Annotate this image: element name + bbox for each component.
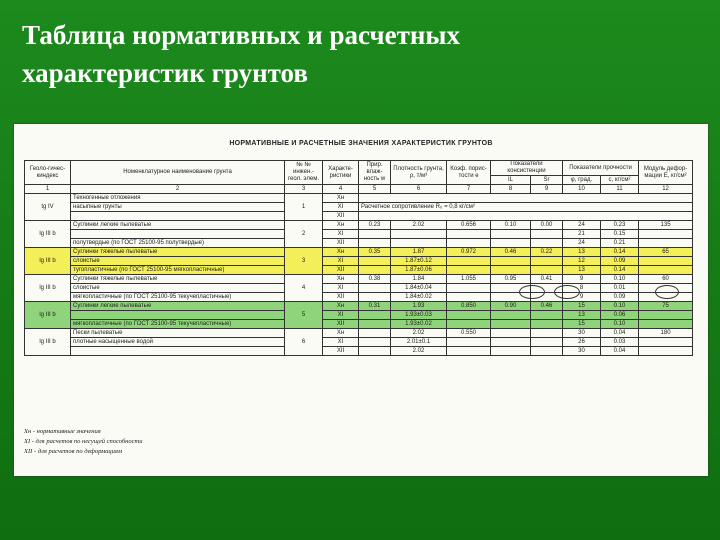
modulus-cell [639,311,693,320]
slide-title-line-1: Таблица нормативных и расчетных [22,20,461,50]
cohesion-cell: 0.10 [601,275,639,284]
porosity-cell [447,293,491,302]
nomenclature-cell: слоистые [71,284,285,293]
modulus-cell: 180 [639,329,693,338]
characteristic-cell: XI [323,203,359,212]
header-geo-index: Геоло-гичес-киндекс [25,161,71,185]
modulus-cell [639,347,693,356]
nomenclature-cell [71,230,285,239]
friction-angle-cell: 13 [563,311,601,320]
il-cell [491,338,531,347]
cohesion-cell: 0.14 [601,248,639,257]
geo-index-cell: lg III b [25,302,71,329]
characteristic-cell: XII [323,320,359,329]
empty-cell [359,212,693,221]
table-title: НОРМАТИВНЫЕ И РАСЧЕТНЫЕ ЗНАЧЕНИЯ ХАРАКТЕРИСТИК ГРУНТОВ [229,140,493,147]
characteristic-cell: Xн [323,329,359,338]
modulus-cell [639,266,693,275]
characteristic-cell: XII [323,239,359,248]
friction-angle-cell: 15 [563,302,601,311]
density-cell: 1.84±0.04 [391,284,447,293]
header-characteristic: Характе-ристики [323,161,359,185]
table-row [25,257,693,266]
porosity-cell [447,257,491,266]
cohesion-cell: 0.06 [601,311,639,320]
design-resistance-note: Расчетное сопротивление R₀ = 0,8 кг/см² [359,203,693,212]
moisture-cell: 0.31 [359,302,391,311]
moisture-cell [359,329,391,338]
il-cell [491,347,531,356]
cohesion-cell: 0.15 [601,230,639,239]
characteristic-cell: Xн [323,221,359,230]
header-il: IL [491,176,531,185]
sr-cell [531,311,563,320]
characteristic-cell: XII [323,212,359,221]
nomenclature-cell [71,311,285,320]
porosity-cell [447,338,491,347]
nomenclature-cell: Техногенные отложения [71,194,285,203]
table-row [25,320,693,329]
geo-index-cell: lg III b [25,329,71,356]
table-row [25,203,693,212]
header-c: c, кг/см² [601,176,639,185]
element-number-cell: 5 [285,302,323,329]
element-number-cell: 6 [285,329,323,356]
table-row [25,212,693,221]
friction-angle-cell: 13 [563,248,601,257]
column-number-row [25,185,693,194]
header-sr: Sr [531,176,563,185]
nomenclature-cell: насыпные грунты [71,203,285,212]
nomenclature-cell [71,347,285,356]
geo-index-cell: lg III b [25,221,71,248]
empty-cell [359,194,693,203]
porosity-cell [447,347,491,356]
characteristic-cell: XII [323,266,359,275]
handwritten-circle-sr-3 [554,285,580,299]
density-cell: 1.84 [391,275,447,284]
header-density: Плотность грунта, ρ, т/м³ [391,161,447,185]
modulus-cell [639,239,693,248]
sr-cell: 0.46 [531,302,563,311]
header-nomenclature: Номенклатурное наименование грунта [71,161,285,185]
nomenclature-cell: тугопластичные (по ГОСТ 25100-95 мягкопластичные) [71,266,285,275]
moisture-cell [359,338,391,347]
moisture-cell [359,311,391,320]
cohesion-cell: 0.09 [601,293,639,302]
sr-cell: 0.00 [531,221,563,230]
modulus-cell [639,320,693,329]
density-cell: 1.84±0.02 [391,293,447,302]
note-normative: Xн - нормативные значения [24,428,101,435]
column-number: 2 [71,185,285,194]
friction-angle-cell: 15 [563,320,601,329]
table-row [25,293,693,302]
moisture-cell [359,284,391,293]
header-row [25,161,693,176]
il-cell: 0.10 [491,221,531,230]
characteristic-cell: XI [323,284,359,293]
sr-cell: 0.22 [531,248,563,257]
sr-cell [531,239,563,248]
element-number-cell: 4 [285,275,323,302]
porosity-cell [447,320,491,329]
moisture-cell [359,230,391,239]
column-number: 11 [601,185,639,194]
moisture-cell [359,257,391,266]
il-cell [491,266,531,275]
nomenclature-cell: Суглинки легкие пылеватые [71,302,285,311]
porosity-cell: 0.972 [447,248,491,257]
sr-cell [531,338,563,347]
characteristic-cell: Xн [323,302,359,311]
header-modulus: Модуль дефор-мации E, кг/см² [639,161,693,185]
moisture-cell [359,347,391,356]
header-consistency: Показатели консистенции [491,161,563,176]
friction-angle-cell: 30 [563,347,601,356]
density-cell [391,230,447,239]
scanned-document [14,124,708,476]
porosity-cell: 0.656 [447,221,491,230]
column-number: 5 [359,185,391,194]
nomenclature-cell: Суглинки тяжелые пылеватые [71,275,285,284]
friction-angle-cell: 13 [563,266,601,275]
density-cell: 2.02 [391,329,447,338]
column-number: 12 [639,185,693,194]
header-porosity: Коэф. порис-тости e [447,161,491,185]
header-phi: φ, град. [563,176,601,185]
note-deformation: XII - для расчетов по деформациям [24,448,123,455]
cohesion-cell: 0.03 [601,338,639,347]
modulus-cell [639,257,693,266]
moisture-cell: 0.23 [359,221,391,230]
table-row [25,329,693,338]
modulus-cell: 65 [639,248,693,257]
nomenclature-cell: Суглинки легкие пылеватые [71,221,285,230]
notes [24,427,424,457]
element-number-cell: 2 [285,221,323,248]
il-cell [491,257,531,266]
characteristic-cell: XII [323,293,359,302]
sr-cell [531,347,563,356]
il-cell: 0.90 [491,302,531,311]
friction-angle-cell: 24 [563,221,601,230]
porosity-cell [447,266,491,275]
nomenclature-cell: плотные насыщенные водой [71,338,285,347]
table-row [25,221,693,230]
friction-angle-cell: 26 [563,338,601,347]
table-row [25,194,693,203]
density-cell: 1.93±0.02 [391,320,447,329]
characteristic-cell: XI [323,311,359,320]
density-cell: 1.87±0.12 [391,257,447,266]
cohesion-cell: 0.10 [601,302,639,311]
column-number: 4 [323,185,359,194]
slide-title [22,16,702,92]
cohesion-cell: 0.01 [601,284,639,293]
sr-cell [531,230,563,239]
sr-cell: 0.41 [531,275,563,284]
sr-cell [531,257,563,266]
cohesion-cell: 0.21 [601,239,639,248]
porosity-cell: 0.550 [447,329,491,338]
moisture-cell [359,293,391,302]
porosity-cell [447,284,491,293]
geo-index-cell: tg IV [25,194,71,221]
cohesion-cell: 0.09 [601,257,639,266]
column-number: 10 [563,185,601,194]
porosity-cell: 1.055 [447,275,491,284]
moisture-cell [359,320,391,329]
cohesion-cell: 0.10 [601,320,639,329]
il-cell [491,230,531,239]
table-row [25,338,693,347]
characteristic-cell: XI [323,257,359,266]
il-cell [491,311,531,320]
table-row [25,347,693,356]
column-number: 9 [531,185,563,194]
friction-angle-cell: 12 [563,257,601,266]
header-strength: Показатели прочности [563,161,639,176]
porosity-cell [447,230,491,239]
modulus-cell [639,230,693,239]
characteristic-cell: XI [323,338,359,347]
friction-angle-cell: 30 [563,329,601,338]
table-body [25,194,693,356]
table-row [25,311,693,320]
friction-angle-cell: 21 [563,230,601,239]
table-row [25,275,693,284]
column-number: 7 [447,185,491,194]
handwritten-circle-il-3 [519,285,545,299]
density-cell: 2.01±0.1 [391,338,447,347]
density-cell: 1.87 [391,248,447,257]
table-row [25,266,693,275]
table-row [25,302,693,311]
il-cell: 0.95 [491,275,531,284]
sr-cell [531,266,563,275]
density-cell: 2.02 [391,221,447,230]
geo-index-cell: lg III b [25,248,71,275]
porosity-cell [447,239,491,248]
modulus-cell [639,338,693,347]
slide-title-line-2: характеристик грунтов [22,58,308,88]
element-number-cell: 1 [285,194,323,221]
nomenclature-cell: Пески пылеватые [71,329,285,338]
table-row [25,248,693,257]
modulus-cell: 60 [639,275,693,284]
characteristic-cell: XII [323,347,359,356]
characteristic-cell: Xн [323,248,359,257]
il-cell [491,329,531,338]
characteristic-cell: Xн [323,194,359,203]
soil-properties-table [24,160,693,356]
density-cell: 1.87±0.06 [391,266,447,275]
table-row [25,284,693,293]
handwritten-circle-e-3 [655,285,679,299]
column-number: 3 [285,185,323,194]
nomenclature-cell [71,212,285,221]
sr-cell [531,329,563,338]
modulus-cell: 135 [639,221,693,230]
cohesion-cell: 0.14 [601,266,639,275]
element-number-cell: 3 [285,248,323,275]
nomenclature-cell: мягкопластичные (по ГОСТ 25100-95 текучепластичные) [71,293,285,302]
column-number: 8 [491,185,531,194]
column-number: 6 [391,185,447,194]
header-element-no: № № инжен.-геол. элем. [285,161,323,185]
characteristic-cell: Xн [323,275,359,284]
sr-cell [531,320,563,329]
moisture-cell: 0.35 [359,248,391,257]
moisture-cell [359,266,391,275]
density-cell: 1.93±0.03 [391,311,447,320]
density-cell: 1.93 [391,302,447,311]
table-row [25,239,693,248]
density-cell: 2.02 [391,347,447,356]
porosity-cell [447,311,491,320]
friction-angle-cell: 9 [563,293,601,302]
cohesion-cell: 0.23 [601,221,639,230]
il-cell [491,239,531,248]
nomenclature-cell: Суглинки тяжелые пылеватые [71,248,285,257]
cohesion-cell: 0.04 [601,329,639,338]
density-cell [391,239,447,248]
porosity-cell: 0.850 [447,302,491,311]
header-moisture: Прир. влаж-ность w [359,161,391,185]
table-row [25,230,693,239]
nomenclature-cell: полутвердые (по ГОСТ 25100-95 полутвердые) [71,239,285,248]
nomenclature-cell: слоистые [71,257,285,266]
il-cell: 0.46 [491,248,531,257]
il-cell [491,320,531,329]
geo-index-cell: lg III b [25,275,71,302]
note-bearing: XI - для расчетов по несущей способности [24,438,143,445]
characteristic-cell: XI [323,230,359,239]
moisture-cell [359,239,391,248]
nomenclature-cell: мягкопластичные (по ГОСТ 25100-95 текучепластичные) [71,320,285,329]
friction-angle-cell: 24 [563,239,601,248]
cohesion-cell: 0.04 [601,347,639,356]
column-number: 1 [25,185,71,194]
friction-angle-cell: 9 [563,275,601,284]
friction-angle-cell: 8 [563,284,601,293]
modulus-cell: 75 [639,302,693,311]
moisture-cell: 0.38 [359,275,391,284]
